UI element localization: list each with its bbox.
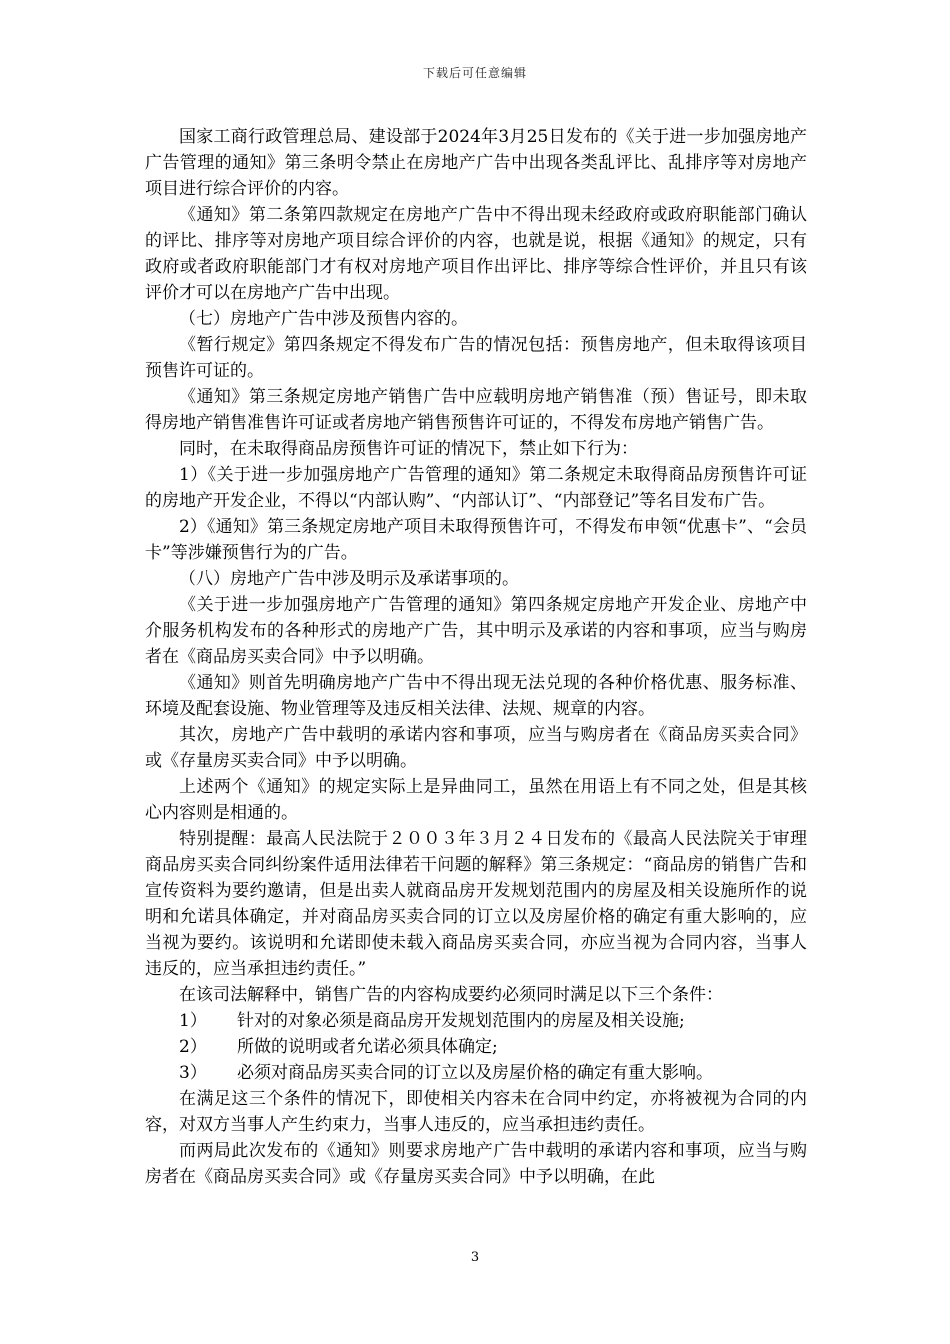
- section-heading: （八）房地产广告中涉及明示及承诺事项的。: [179, 569, 519, 589]
- paragraph: 而两局此次发布的《通知》则要求房地产广告中载明的承诺内容和事项，应当与购房者在《商品房买卖合同》或《存量房买卖合同》中予以明确，在此: [145, 1141, 807, 1187]
- paragraph: 《通知》第二条第四款规定在房地产广告中不得出现未经政府或政府职能部门确认的评比、排序等对房地产项目综合评价的内容，也就是说，根据《通知》的规定，只有政府或者政府职能部门才有权对房地产项目作出评比、排序等综合性评价，并且只有该评价才可以在房地产广告中出现。: [145, 205, 807, 303]
- condition-item: [145, 1060, 807, 1086]
- condition-number: 1）: [179, 1011, 207, 1031]
- condition-number: 3）: [179, 1063, 207, 1083]
- paragraph: 特别提醒：最高人民法院于２００３年３月２４日发布的《最高人民法院关于审理商品房买卖合同纠纷案件适用法律若干问题的解释》第三条规定：“商品房的销售广告和宣传资料为要约邀请，但是出卖人就商品房开发规划范围内的房屋及相关设施所作的说明和允诺具体确定，并对商品房买卖合同的订立以及房屋价格的确定有重大影响的，应当视为要约。该说明和允诺即使未载入商品房买卖合同，亦应当视为合同内容，当事人违反的，应当承担违约责任。”: [145, 829, 807, 979]
- document-body: [145, 124, 807, 1190]
- condition-text: 针对的对象必须是商品房开发规划范围内的房屋及相关设施;: [237, 1011, 685, 1031]
- condition-number: 2）: [179, 1037, 207, 1057]
- paragraph: 1）《关于进一步加强房地产广告管理的通知》第二条规定未取得商品房预售许可证的房地产开发企业，不得以“内部认购”、“内部认订”、“内部登记”等名目发布广告。: [145, 465, 807, 511]
- paragraph: 《暂行规定》第四条规定不得发布广告的情况包括：预售房地产，但未取得该项目预售许可证的。: [145, 335, 807, 381]
- paragraph: 《通知》则首先明确房地产广告中不得出现无法兑现的各种价格优惠、服务标准、环境及配套设施、物业管理等及违反相关法律、法规、规章的内容。: [145, 673, 807, 719]
- condition-text: 必须对商品房买卖合同的订立以及房屋价格的确定有重大影响。: [237, 1063, 713, 1083]
- paragraph: 在满足这三个条件的情况下，即使相关内容未在合同中约定，亦将被视为合同的内容，对双方当事人产生约束力，当事人违反的，应当承担违约责任。: [145, 1089, 807, 1135]
- paragraph: 在该司法解释中，销售广告的内容构成要约必须同时满足以下三个条件：: [179, 985, 723, 1005]
- paragraph: 同时，在未取得商品房预售许可证的情况下，禁止如下行为：: [179, 439, 638, 459]
- condition-item: [145, 1008, 807, 1034]
- paragraph: 国家工商行政管理总局、建设部于2024年3月25日发布的《关于进一步加强房地产广告管理的通知》第三条明令禁止在房地产广告中出现各类乱评比、乱排序等对房地产项目进行综合评价的内容。: [145, 127, 807, 199]
- paragraph: 其次，房地产广告中载明的承诺内容和事项，应当与购房者在《商品房买卖合同》或《存量房买卖合同》中予以明确。: [145, 725, 807, 771]
- page-number: 3: [470, 1250, 480, 1265]
- page-header: 下载后可任意编辑: [422, 66, 527, 80]
- condition-item: [145, 1034, 807, 1060]
- condition-text: 所做的说明或者允诺必须具体确定;: [237, 1037, 498, 1057]
- paragraph: 上述两个《通知》的规定实际上是异曲同工，虽然在用语上有不同之处，但是其核心内容则是相通的。: [145, 777, 807, 823]
- paragraph: 《关于进一步加强房地产广告管理的通知》第四条规定房地产开发企业、房地产中介服务机构发布的各种形式的房地产广告，其中明示及承诺的内容和事项，应当与购房者在《商品房买卖合同》中予以明确。: [145, 595, 807, 667]
- paragraph: 《通知》第三条规定房地产销售广告中应载明房地产销售准（预）售证号，即未取得房地产销售准售许可证或者房地产销售预售许可证的，不得发布房地产销售广告。: [145, 387, 807, 433]
- section-heading: （七）房地产广告中涉及预售内容的。: [179, 309, 468, 329]
- paragraph: 2）《通知》第三条规定房地产项目未取得预售许可，不得发布申领“优惠卡”、“会员卡”等涉嫌预售行为的广告。: [145, 517, 807, 563]
